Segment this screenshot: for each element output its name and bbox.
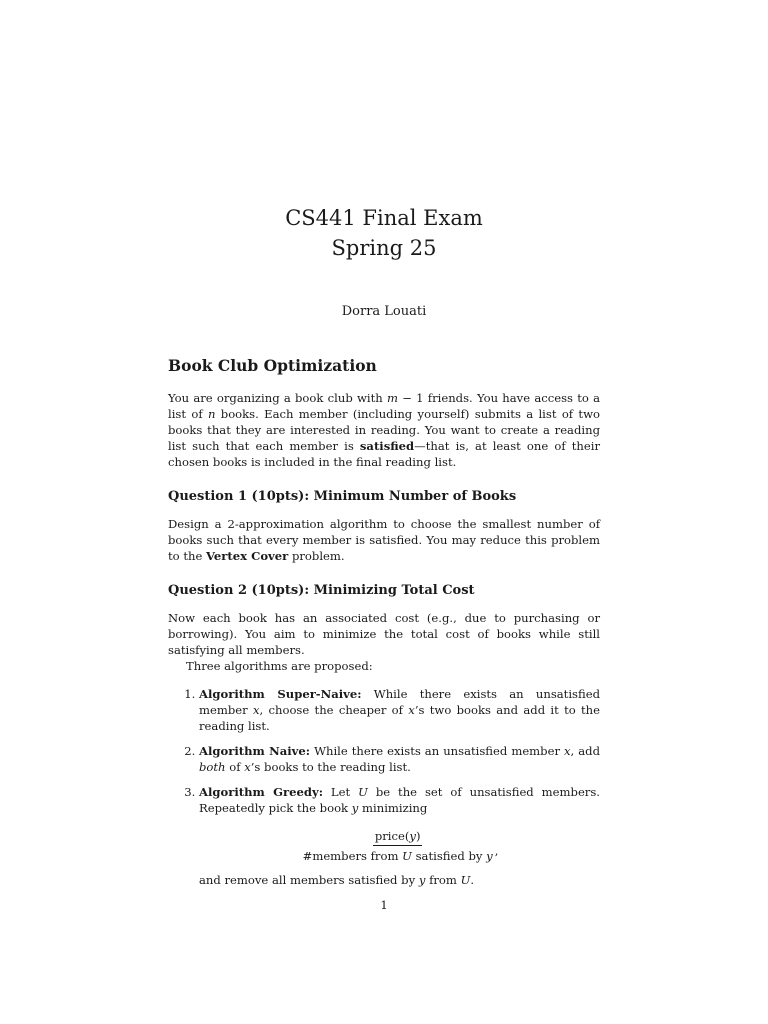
title-line-1: CS441 Final Exam — [285, 206, 483, 230]
list-item-greedy: 3. Algorithm Greedy: Let U be the set of unsatisfied members. Repeatedly pick the book y minimizing $\frac{\text{price(y)}}{\text{\#members from U satisfied by y}}$ , and remove all members satisfied by y from U. — [199, 784, 600, 888]
list-item-super-naive: 1. Algorithm Super-Naive: While there exists an unsatisfied member x, choose the cheaper of x’s two books and add it to the reading list. — [199, 686, 600, 734]
fraction-numerator: price(y) — [373, 828, 423, 846]
list-item-naive: 2. Algorithm Naive: While there exists an unsatisfied member x, add both of x’s books to the reading list. — [199, 743, 600, 775]
question-1-text: Design a 2-approximation algorithm to choose the smallest number of books such that every member is satisfied. You may reduce this problem to the Vertex Cover problem. — [168, 517, 600, 563]
question-1-title: Question 1 (10pts): Minimum Number of Books — [168, 489, 517, 504]
question-2-title: Question 2 (10pts): Minimizing Total Cost — [168, 583, 475, 598]
title-line-2: Spring 25 — [331, 236, 437, 260]
algorithms-proposed-text: Three algorithms are proposed: — [186, 659, 373, 673]
question-2-intro: Now each book has an associated cost (e.g., due to purchasing or borrowing). You aim to minimize the total cost of books while still satisfying all members. — [168, 611, 600, 657]
section-title: Book Club Optimization — [168, 356, 377, 375]
fraction-denominator: #members from U satisfied by y — [302, 849, 493, 863]
intro-paragraph: You are organizing a book club with m − 1 friends. You have access to a list of n books. Each member (including yourself) submits a list of two books that they are interested in reading. You want to create a reading list such that each member is satisfied—that is, at least one of their chosen books is included in the final reading list. — [168, 391, 601, 469]
author: Dorra Louati — [341, 304, 427, 319]
algorithm-list — [168, 686, 600, 888]
main-content — [168, 356, 600, 897]
document-title — [0, 203, 768, 263]
fraction — [301, 828, 495, 864]
greedy-followup-text: and remove all members satisfied by y from U. — [199, 873, 475, 887]
greedy-ratio-formula: $\frac{\text{price(y)}}{\text{\#members from U satisfied by y}}$ , — [302, 829, 499, 863]
page-number: 1 — [380, 898, 388, 912]
